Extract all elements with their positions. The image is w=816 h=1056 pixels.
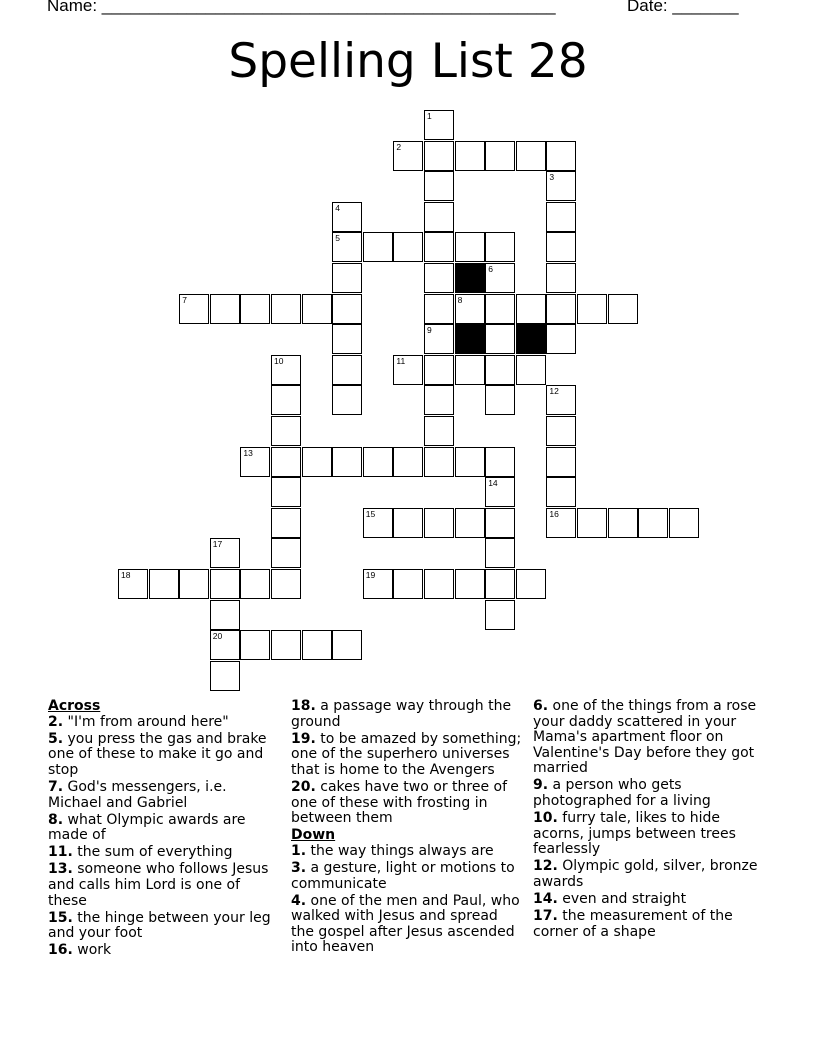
grid-cell[interactable] [363,508,393,538]
grid-cell[interactable] [424,355,454,385]
clue-number-label: 13 [243,447,253,458]
clue-number: 5. [48,730,64,747]
clue-down-17 [533,909,765,940]
clue-number-label: 16 [549,508,559,519]
clue-text: cakes have two or three of one of these with frosting in between them [291,778,508,827]
clue-down-1 [291,844,523,860]
grid-cell[interactable] [332,385,362,415]
grid-cell[interactable] [424,385,454,415]
clue-text: a person who gets photographed for a living [533,777,711,810]
grid-cell[interactable] [332,447,362,477]
clue-number: 10. [533,810,558,827]
grid-cell[interactable] [485,447,515,477]
date-field[interactable]: Date: _______ [627,0,739,15]
clue-number: 17. [533,908,558,925]
grid-cell[interactable] [546,385,576,415]
grid-cell[interactable] [546,141,576,171]
grid-cell[interactable] [424,324,454,354]
grid-cell[interactable] [149,569,179,599]
clue-down-10 [533,811,765,858]
grid-cell[interactable] [546,447,576,477]
grid-cell[interactable] [363,447,393,477]
clue-number-label: 4 [335,202,340,213]
grid-cell[interactable] [485,508,515,538]
clues-column-2 [291,699,523,958]
grid-cell[interactable] [424,232,454,262]
clue-text: "I'm from around here" [63,713,229,730]
clue-number: 1. [291,842,307,859]
grid-cell[interactable] [485,355,515,385]
grid-cell[interactable] [485,324,515,354]
grid-cell[interactable] [455,294,485,324]
grid-cell[interactable] [608,508,638,538]
grid-cell[interactable] [424,263,454,293]
clue-down-14 [533,892,765,908]
grid-cell[interactable] [546,232,576,262]
grid-cell[interactable] [332,294,362,324]
clue-number: 16. [48,942,73,959]
clue-across-15 [48,911,280,942]
clue-text: someone who follows Jesus and calls him Lord is one of these [48,861,269,909]
clue-number: 4. [291,892,307,909]
grid-cell[interactable] [302,630,332,660]
grid-cell[interactable] [577,294,607,324]
clue-across-2 [48,715,280,731]
grid-cell[interactable] [485,477,515,507]
clue-number-label: 6 [488,264,493,274]
clue-number: 7. [48,778,64,795]
grid-cell[interactable] [240,294,270,324]
clue-text: one of the things from a rose your daddy scattered in your Mama's apartment floor on Valentine's Day before they got married [533,698,757,777]
grid-cell[interactable] [332,324,362,354]
grid-cell[interactable] [424,569,454,599]
clue-number-label: 7 [182,294,187,305]
clue-number-label: 8 [457,294,463,305]
clue-across-11 [48,845,280,861]
grid-cell[interactable] [393,232,423,262]
grid-cell[interactable] [271,569,301,599]
grid-cell[interactable] [393,447,423,477]
grid-cell[interactable] [332,202,362,232]
clue-number: 3. [291,859,307,876]
clue-number-label: 5 [335,233,340,244]
grid-cell[interactable] [332,232,362,262]
clue-across-16 [48,943,280,959]
grid-cell[interactable] [271,508,301,538]
clue-number-label: 9 [427,325,432,336]
clue-across-5 [48,732,280,779]
clue-number: 14. [533,891,558,908]
clue-number: 13. [48,861,73,878]
grid-cell[interactable] [271,447,301,477]
grid-cell[interactable] [516,141,546,171]
grid-cell[interactable] [271,538,301,568]
clue-across-20 [291,780,523,827]
clue-down-3 [291,861,523,892]
grid-cell[interactable] [210,661,240,691]
clue-text: Olympic gold, silver, bronze awards [533,858,758,891]
grid-cell[interactable] [455,447,485,477]
clue-text: furry tale, likes to hide acorns, jumps between trees fearlessly [533,810,736,858]
clue-number: 9. [533,777,549,794]
grid-cell[interactable] [455,355,485,385]
grid-cell[interactable] [455,232,485,262]
clue-number-label: 10 [274,355,284,366]
grid-cell[interactable] [608,294,638,324]
clue-text: you press the gas and brake one of these to make it go and stop [48,730,267,778]
clue-number-label: 15 [365,508,376,519]
grid-cell[interactable] [210,294,240,324]
clue-across-19 [291,732,523,779]
clue-number-label: 14 [488,478,498,489]
black-square [455,263,485,293]
clue-number: 15. [48,909,73,926]
grid-cell[interactable] [393,569,423,599]
grid-cell[interactable] [546,508,576,538]
grid-cell[interactable] [363,569,393,599]
grid-cell[interactable] [271,385,301,415]
grid-cell[interactable] [332,630,362,660]
grid-cell[interactable] [546,202,576,232]
grid-cell[interactable] [393,141,423,171]
grid-cell[interactable] [485,538,515,568]
grid-cell[interactable] [332,263,362,293]
clue-text: the sum of everything [72,844,233,861]
clue-text: one of the men and Paul, who walked with Jesus and spread the gospel after Jesus ascended into heaven [291,892,520,956]
grid-cell[interactable] [424,508,454,538]
grid-cell[interactable] [455,508,485,538]
grid-cell[interactable] [302,294,332,324]
grid-cell[interactable] [332,355,362,385]
clue-text: the hinge between your leg and your foot [48,909,271,942]
grid-cell[interactable] [363,232,393,262]
grid-cell[interactable] [210,569,240,599]
clue-number: 19. [291,730,316,747]
grid-cell[interactable] [638,508,668,538]
grid-cell[interactable] [271,477,301,507]
grid-cell[interactable] [302,447,332,477]
grid-cell[interactable] [424,141,454,171]
grid-cell[interactable] [179,569,209,599]
clue-text: a passage way through the ground [291,698,512,730]
grid-cell[interactable] [485,600,515,630]
grid-cell[interactable] [546,294,576,324]
grid-cell[interactable] [424,110,454,140]
clue-across-18 [291,699,523,730]
grid-cell[interactable] [424,294,454,324]
clue-across-8 [48,813,280,844]
grid-cell[interactable] [516,355,546,385]
clue-number: 8. [48,811,64,828]
grid-cell[interactable] [485,141,515,171]
clue-across-7 [48,780,280,811]
grid-cell[interactable] [516,569,546,599]
clue-text: God's messengers, i.e. Michael and Gabriel [48,778,227,811]
clue-text: to be amazed by something; one of the superhero universes that is home to the Avengers [291,730,522,778]
page-title: Spelling List 28 [228,34,588,89]
grid-cell[interactable] [546,263,576,293]
clue-number: 11. [48,844,73,861]
clue-number-label: 1 [427,111,432,121]
clue-text: what Olympic awards are made of [48,811,246,844]
clue-number: 18. [291,698,316,714]
grid-cell[interactable] [271,355,301,385]
clue-number-label: 3 [549,172,555,183]
clue-number: 6. [533,698,549,714]
grid-cell[interactable] [271,294,301,324]
grid-cell[interactable] [455,569,485,599]
grid-cell[interactable] [424,447,454,477]
grid-cell[interactable] [118,569,148,599]
grid-cell[interactable] [240,447,270,477]
grid-cell[interactable] [546,416,576,446]
grid-cell[interactable] [240,630,270,660]
grid-cell[interactable] [485,294,515,324]
grid-cell[interactable] [546,171,576,201]
grid-cell[interactable] [210,538,240,568]
grid-cell[interactable] [577,508,607,538]
black-square [516,324,546,354]
grid-cell[interactable] [210,630,240,660]
clues-column-3 [533,699,765,942]
clue-number-label: 19 [365,570,376,580]
clue-number: 20. [291,778,316,795]
grid-cell[interactable] [546,477,576,507]
clue-text: a gesture, light or motions to communicate [291,859,515,892]
grid-cell[interactable] [424,171,454,201]
grid-cell[interactable] [485,385,515,415]
grid-cell[interactable] [424,416,454,446]
clue-down-9 [533,778,765,809]
clue-number: 2. [48,713,64,730]
grid-cell[interactable] [393,355,423,385]
clue-text: the way things always are [306,842,494,859]
clue-across-13 [48,862,280,909]
grid-cell[interactable] [210,600,240,630]
grid-cell[interactable] [485,569,515,599]
clue-number-label: 12 [549,386,559,397]
clue-number-label: 18 [121,570,131,580]
grid-cell[interactable] [393,508,423,538]
clue-text: the measurement of the corner of a shape [533,908,733,940]
grid-cell[interactable] [271,630,301,660]
across-heading: Across [48,698,101,714]
grid-cell[interactable] [455,141,485,171]
grid-cell[interactable] [546,324,576,354]
clue-down-12 [533,859,765,890]
grid-cell[interactable] [240,569,270,599]
grid-cell[interactable] [516,294,546,324]
black-square [455,324,485,354]
clue-number-label: 11 [396,355,406,366]
clue-text: even and straight [557,891,687,908]
clues-column-1 [48,699,280,961]
grid-cell[interactable] [485,232,515,262]
clue-down-6 [533,699,765,777]
grid-cell[interactable] [179,294,209,324]
clue-number: 12. [533,858,558,875]
clue-number-label: 20 [212,631,223,642]
clue-down-4 [291,894,523,956]
grid-cell[interactable] [669,508,699,538]
down-heading: Down [291,827,336,844]
name-field[interactable]: Name: ________________________________________________ [47,0,556,15]
clue-number-label: 2 [396,141,402,152]
clue-number-label: 17 [212,539,223,550]
grid-cell[interactable] [485,263,515,293]
grid-cell[interactable] [271,416,301,446]
clue-text: work [72,942,112,959]
grid-cell[interactable] [424,202,454,232]
